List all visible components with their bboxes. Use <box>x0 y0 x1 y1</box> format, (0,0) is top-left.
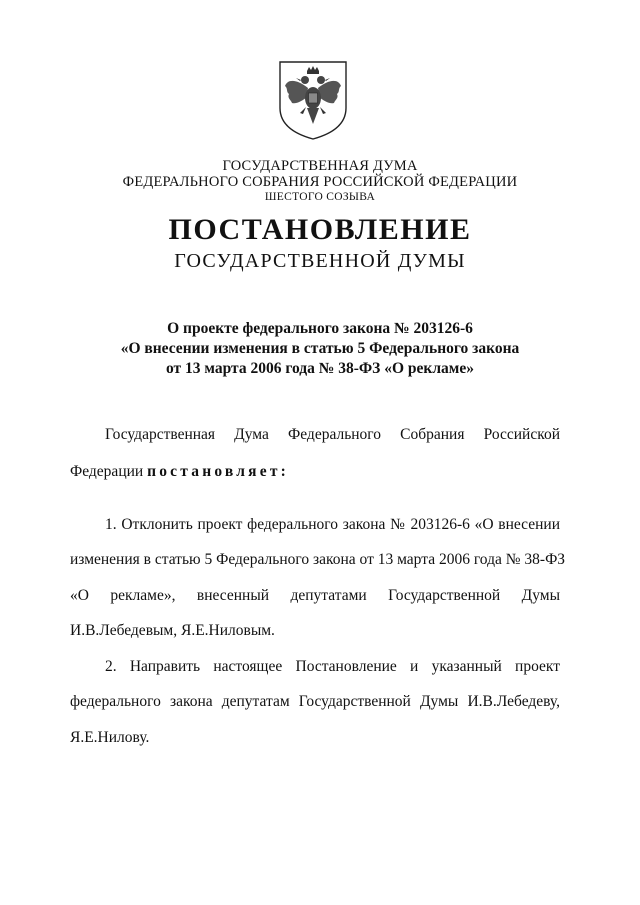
document-subtitle: ГОСУДАРСТВЕННОЙ ДУМЫ <box>174 250 466 272</box>
issuer-line: ГОСУДАРСТВЕННАЯ ДУМА <box>222 158 418 174</box>
paragraph-line: Я.Е.Нилову. <box>70 729 150 746</box>
preamble-line: Государственная Дума Федерального Собрания Российской <box>105 426 560 443</box>
russian-coat-of-arms-icon <box>276 58 350 142</box>
resolves-keyword: постановляет: <box>147 463 289 480</box>
issuer-line: ФЕДЕРАЛЬНОГО СОБРАНИЯ РОССИЙСКОЙ ФЕДЕРАЦИИ <box>122 174 518 190</box>
paragraph-line: 1. Отклонить проект федерального закона № 203126-6 «О внесении <box>105 516 560 533</box>
subject-line: О проекте федерального закона № 203126-6 <box>167 320 473 337</box>
paragraph-line: «О рекламе», внесенный депутатами Государственной Думы <box>70 587 560 604</box>
paragraph-line: 2. Направить настоящее Постановление и указанный проект <box>105 658 560 675</box>
subject-line: «О внесении изменения в статью 5 Федерального закона <box>120 340 520 357</box>
paragraph-line: изменения в статью 5 Федерального закона от 13 марта 2006 года № 38-ФЗ <box>70 551 566 568</box>
subject-line: от 13 марта 2006 года № 38-ФЗ «О рекламе» <box>166 360 474 377</box>
preamble-line <box>70 462 560 482</box>
convocation-line: ШЕСТОГО СОЗЫВА <box>264 191 376 203</box>
paragraph-line: федерального закона депутатам Государственной Думы И.В.Лебедеву, <box>70 693 560 710</box>
preamble-text: Федерации <box>70 463 144 480</box>
document-title: ПОСТАНОВЛЕНИЕ <box>168 213 472 246</box>
paragraph-line: И.В.Лебедевым, Я.Е.Ниловым. <box>70 622 275 639</box>
